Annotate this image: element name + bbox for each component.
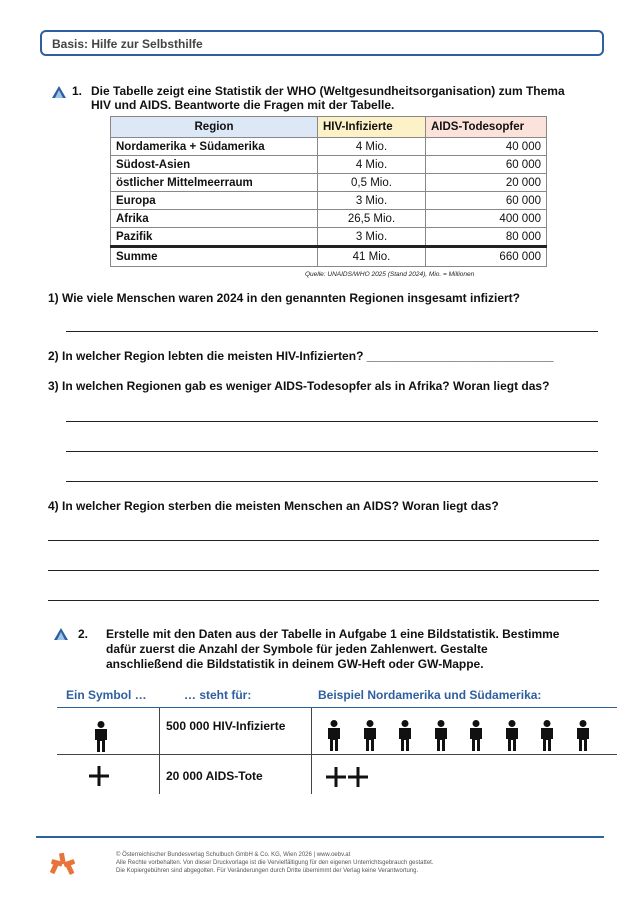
table-row [111, 210, 547, 228]
cell-hiv: 26,5 Mio. [318, 210, 426, 228]
answer-line[interactable] [48, 600, 599, 601]
legend-row1-value: 500 000 HIV-Infizierte [166, 719, 286, 733]
legend-col3: Beispiel Nordamerika und Südamerika: [318, 688, 542, 702]
answer-line[interactable] [48, 540, 599, 541]
question-3: 3) In welchen Regionen gab es weniger AIDS-Todesopfer als in Afrika? Woran liegt das? [48, 379, 550, 393]
cross-icon [89, 766, 109, 786]
table-row [111, 174, 547, 192]
header-aids: AIDS-Todesopfer [426, 117, 547, 138]
answer-line[interactable] [66, 451, 598, 452]
person-symbol-row [326, 720, 616, 751]
header-box [40, 30, 604, 56]
task1-line2: HIV und AIDS. Beantworte die Fragen mit der Tabelle. [91, 98, 395, 112]
cell-aids: 20 000 [426, 174, 547, 192]
person-icon [362, 720, 378, 751]
task2-line3: anschließend die Bildstatistik in deinem GW-Heft oder GW-Mappe. [106, 657, 484, 671]
cell-hiv: 0,5 Mio. [318, 174, 426, 192]
cell-aids: 400 000 [426, 210, 547, 228]
header-hiv: HIV-Infizierte [318, 117, 426, 138]
table-source: Quelle: UNAIDS/WHO 2025 (Stand 2024), Mio. = Millionen [305, 271, 475, 278]
table-row [111, 138, 547, 156]
sum-hiv: 41 Mio. [318, 247, 426, 267]
cell-region: östlicher Mittelmeerraum [111, 174, 318, 192]
cross-icon [348, 767, 368, 787]
legend-header-divider [57, 707, 617, 708]
task2-number: 2. [78, 627, 89, 641]
answer-line[interactable] [66, 331, 598, 332]
sum-label: Summe [111, 247, 318, 267]
statistics-table [110, 116, 547, 267]
cell-region: Nordamerika + Südamerika [111, 138, 318, 156]
cell-aids: 60 000 [426, 192, 547, 210]
triangle-task-icon [54, 628, 68, 640]
person-icon [433, 720, 449, 751]
answer-line[interactable] [66, 421, 598, 422]
person-icon [504, 720, 520, 751]
cell-aids: 60 000 [426, 156, 547, 174]
legend-row-divider [57, 754, 617, 755]
task2-line1: Erstelle mit den Daten aus der Tabelle in Aufgabe 1 eine Bildstatistik. Bestimme [106, 627, 560, 641]
legend-col-divider-2 [311, 708, 312, 794]
legend-col2: … steht für: [184, 688, 252, 702]
answer-line[interactable] [66, 481, 598, 482]
table-row [111, 228, 547, 247]
header-title: Basis: Hilfe zur Selbsthilfe [52, 37, 203, 51]
legend-col1: Ein Symbol … [66, 688, 147, 702]
cell-aids: 80 000 [426, 228, 547, 247]
task1-line1: Die Tabelle zeigt eine Statistik der WHO (Weltgesundheitsorganisation) zum Thema [91, 84, 565, 98]
question-1: 1) Wie viele Menschen waren 2024 in den genannten Regionen insgesamt infiziert? [48, 291, 521, 305]
cell-aids: 40 000 [426, 138, 547, 156]
answer-line[interactable] [48, 570, 599, 571]
cell-region: Europa [111, 192, 318, 210]
table-header-row [111, 117, 547, 138]
cell-region: Afrika [111, 210, 318, 228]
cell-hiv: 4 Mio. [318, 156, 426, 174]
footer-line1: © Österreichischer Bundesverlag Schulbuch GmbH & Co. KG, Wien 2026 | www.oebv.at [116, 852, 351, 858]
task1-number: 1. [72, 84, 83, 98]
oebv-logo-icon [50, 852, 76, 878]
task2-line2: dafür zuerst die Anzahl der Symbole für jeden Zahlenwert. Gestalte [106, 642, 488, 656]
triangle-task-icon [52, 86, 66, 98]
person-icon [468, 720, 484, 751]
table-row [111, 156, 547, 174]
cell-region: Südost-Asien [111, 156, 318, 174]
cell-hiv: 3 Mio. [318, 228, 426, 247]
sum-aids: 660 000 [426, 247, 547, 267]
footer-line3: Die Kopiergebühren sind abgegolten. Für Veränderungen durch Dritte übernimmt der Verlag keine Verantwortung. [116, 868, 419, 874]
person-icon [93, 721, 109, 752]
cross-symbol-row [326, 767, 386, 787]
cell-region: Pazifik [111, 228, 318, 247]
legend-row2-value: 20 000 AIDS-Tote [166, 769, 263, 783]
table-row [111, 192, 547, 210]
footer-line2: Alle Rechte vorbehalten. Von dieser Druckvorlage ist die Vervielfältigung für den eigenen Unterrichtsgebrauch gestattet. [116, 860, 434, 866]
cell-hiv: 3 Mio. [318, 192, 426, 210]
person-icon [575, 720, 591, 751]
cell-hiv: 4 Mio. [318, 138, 426, 156]
footer-divider [36, 836, 604, 838]
table-sum-row [111, 247, 547, 267]
person-icon [539, 720, 555, 751]
question-4: 4) In welcher Region sterben die meisten Menschen an AIDS? Woran liegt das? [48, 499, 499, 513]
person-icon [326, 720, 342, 751]
cross-icon [326, 767, 346, 787]
legend-col-divider-1 [159, 708, 160, 794]
person-icon [397, 720, 413, 751]
question-2: 2) In welcher Region lebten die meisten HIV-Infizierten? ____________________________ [48, 349, 554, 363]
header-region: Region [111, 117, 318, 138]
